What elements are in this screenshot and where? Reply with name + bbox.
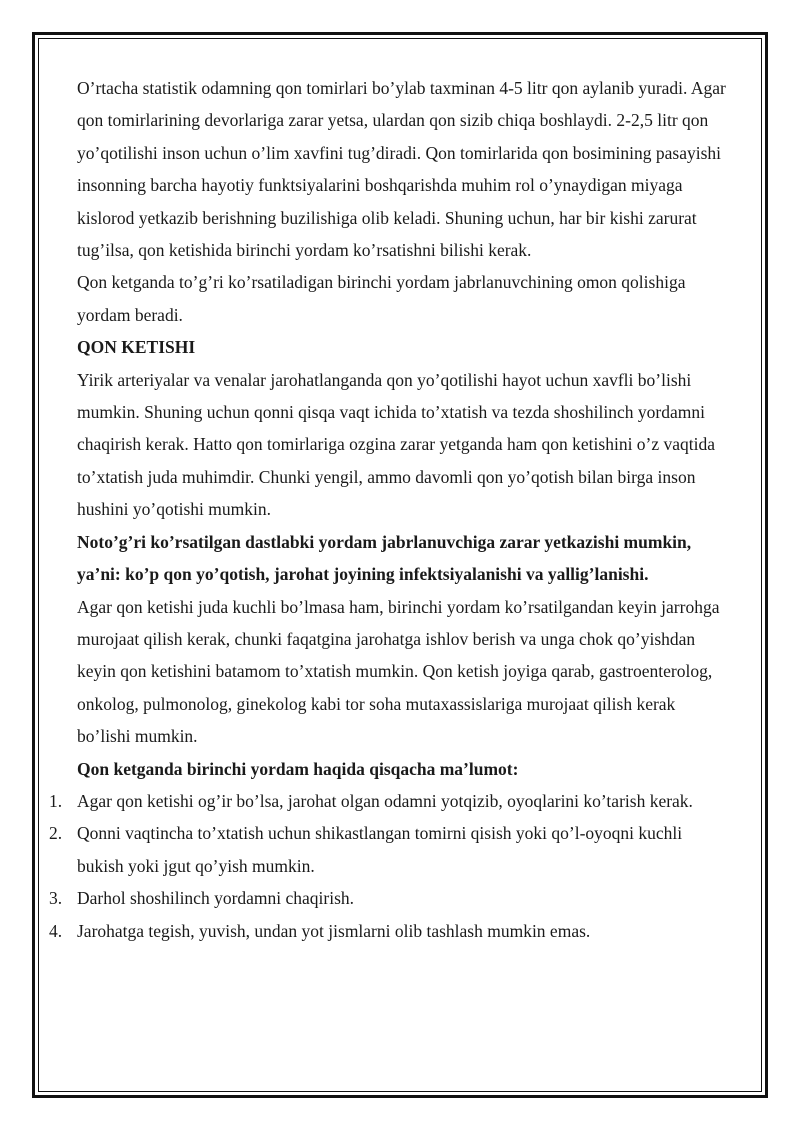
document-body: [49, 72, 727, 947]
first-aid-steps-list: [49, 785, 727, 947]
list-item: [49, 915, 727, 947]
list-item-text: Darhol shoshilinch yordamni chaqirish.: [77, 888, 355, 909]
first-aid-importance-paragraph: Qon ketganda to’g’ri ko’rsatiladigan birinchi yordam jabrlanuvchining omon qolishiga yordam beradi.: [77, 272, 686, 325]
list-item-number: 4.: [49, 920, 63, 941]
list-item: [49, 817, 727, 882]
section-heading: QON KETISHI: [77, 337, 196, 358]
warning-paragraph: Noto’g’ri ko’rsatilgan dastlabki yordam jabrlanuvchiga zarar yetkazishi mumkin, ya’ni: ko’p qon yo’qotish, jarohat joyining infektsiyalanishi va yallig’lanishi.: [77, 531, 692, 585]
list-item-number: 2.: [49, 823, 63, 844]
list-item-text: Qonni vaqtincha to’xtatish uchun shikastlangan tomirni qisish yoki qo’l-oyoqni kuchli bukish yoki jgut qo’yish mumkin.: [77, 823, 683, 876]
list-item-number: 1.: [49, 790, 63, 811]
list-item-text: Agar qon ketishi og’ir bo’lsa, jarohat olgan odamni yotqizib, oyoqlarini ko’tarish kerak.: [77, 790, 693, 811]
list-item: [49, 785, 727, 817]
list-item-number: 3.: [49, 888, 63, 909]
summary-heading: Qon ketganda birinchi yordam haqida qisqacha ma’lumot:: [77, 758, 519, 779]
intro-paragraph: O’rtacha statistik odamning qon tomirlari bo’ylab taxminan 4-5 litr qon aylanib yuradi. Agar qon tomirlarining devorlariga zarar yetsa, ulardan qon sizib chiqa boshlaydi. 2-2,5 litr qon yo’qotilishi inson uchun o’lim xavfini tug’diradi. Qon tomirlarida qon bosimining pasayishi insonning barcha hayotiy funktsiyalarini boshqarishda muhim rol o’ynaydigan miyaga kislorod yetkazib berishning buzilishiga olib keladi. Shuning uchun, har bir kishi zarurat tug’ilsa, qon ketishida birinchi yordam ko’rsatishni bilishi kerak.: [77, 78, 726, 261]
surgeon-advice-paragraph: Agar qon ketishi juda kuchli bo’lmasa ham, birinchi yordam ko’rsatilgandan keyin jarrohga murojaat qilish kerak, chunki faqatgina jarohatga ishlov berish va unga chok qo’yishdan keyin qon ketishini batamom to’xtatish mumkin. Qon ketish joyiga qarab, gastroenterolog, onkolog, pulmonolog, ginekolog kabi tor soha mutaxassislariga murojaat qilish kerak bo’lishi mumkin.: [77, 596, 720, 747]
list-item: [49, 882, 727, 914]
bleeding-danger-paragraph: Yirik arteriyalar va venalar jarohatlanganda qon yo’qotilishi hayot uchun xavfli bo’lishi mumkin. Shuning uchun qonni qisqa vaqt ichida to’xtatish va tezda shoshilinch yordamni chaqirish kerak. Hatto qon tomirlariga ozgina zarar yetganda ham qon ketishini o’z vaqtida to’xtatish juda muhimdir. Chunki yengil, ammo davomli qon yo’qotish bilan birga inson hushini yo’qotishi mumkin.: [77, 369, 716, 520]
list-item-text: Jarohatga tegish, yuvish, undan yot jismlarni olib tashlash mumkin emas.: [77, 920, 591, 941]
